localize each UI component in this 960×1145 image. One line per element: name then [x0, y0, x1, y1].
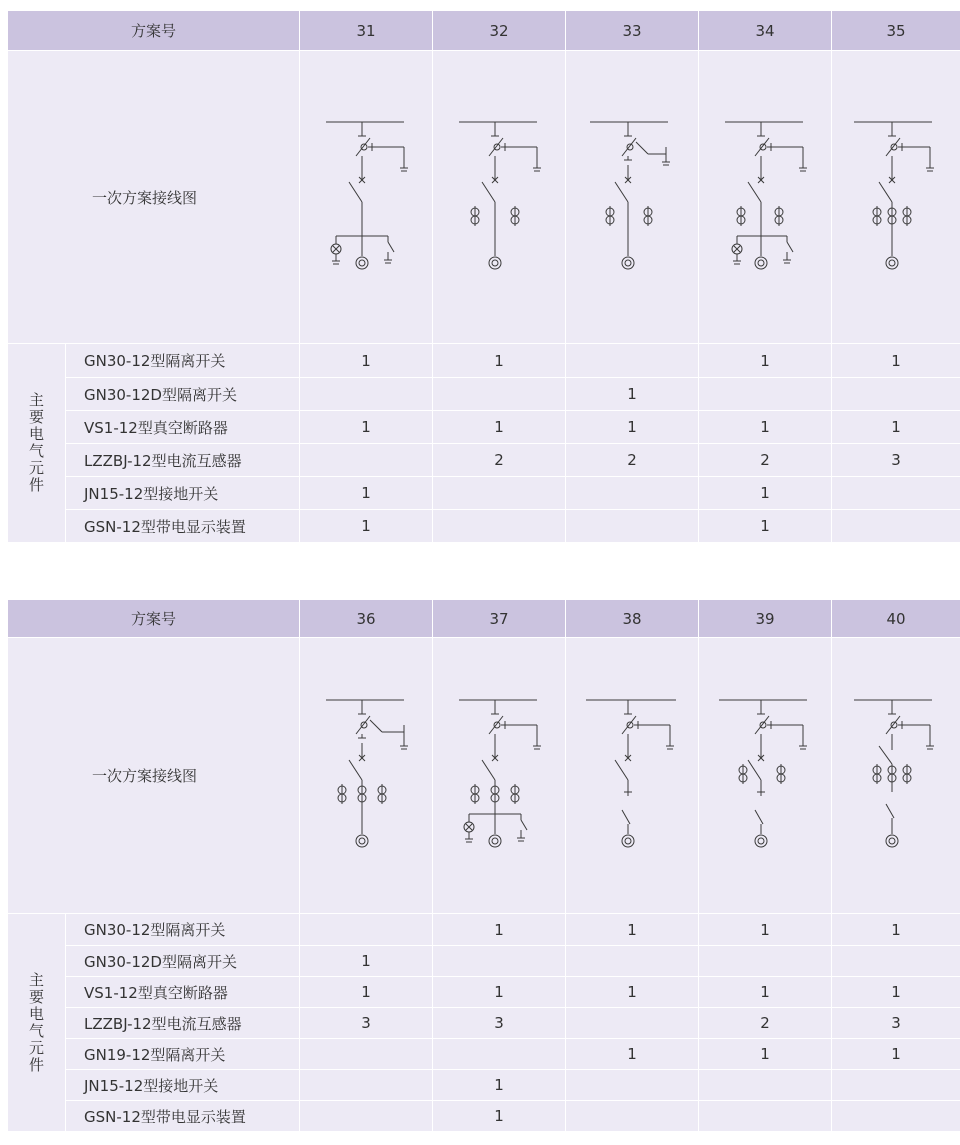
- scheme-column-header: 34: [699, 11, 832, 51]
- quantity-cell: 1: [699, 344, 832, 378]
- wiring-diagram-37: [449, 688, 549, 863]
- group-label-char: 要: [28, 987, 44, 1006]
- group-label-char: 主: [28, 391, 44, 409]
- quantity-cell: [433, 477, 566, 510]
- wiring-diagram-32: [449, 110, 549, 285]
- group-label: [8, 344, 66, 543]
- quantity-cell: 1: [699, 510, 832, 543]
- quantity-cell: 1: [566, 914, 699, 946]
- quantity-cell: 1: [699, 977, 832, 1008]
- quantity-cell: [566, 1101, 699, 1132]
- component-name: GN30-12型隔离开关: [66, 914, 300, 946]
- diagram-cell-35: [832, 51, 960, 344]
- component-name: VS1-12型真空断路器: [66, 411, 300, 444]
- quantity-cell: 1: [566, 411, 699, 444]
- quantity-cell: [832, 1070, 960, 1101]
- wiring-diagram-39: [715, 688, 815, 863]
- quantity-cell: 1: [433, 1101, 566, 1132]
- quantity-cell: 1: [699, 411, 832, 444]
- diagram-cell-33: [566, 51, 699, 344]
- quantity-cell: 1: [832, 914, 960, 946]
- quantity-cell: 1: [433, 914, 566, 946]
- quantity-cell: 1: [566, 1039, 699, 1070]
- diagram-row-label: 一次方案接线图: [8, 638, 300, 914]
- header-row: [8, 600, 960, 638]
- diagram-cell-36: [300, 638, 433, 914]
- quantity-cell: 1: [566, 378, 699, 411]
- quantity-cell: [832, 946, 960, 977]
- table-row: [8, 344, 960, 378]
- quantity-cell: 3: [433, 1008, 566, 1039]
- table-row: [8, 1039, 960, 1070]
- table-row: [8, 1008, 960, 1039]
- quantity-cell: [300, 914, 433, 946]
- wiring-diagram-35: [846, 110, 946, 285]
- scheme-column-header: 33: [566, 11, 699, 51]
- component-name: LZZBJ-12型电流互感器: [66, 444, 300, 477]
- quantity-cell: [300, 1039, 433, 1070]
- scheme-number-header: 方案号: [8, 11, 300, 51]
- group-label-char: 元: [28, 459, 44, 477]
- wiring-diagram-40: [846, 688, 946, 863]
- quantity-cell: [832, 477, 960, 510]
- wiring-diagram-31: [316, 110, 416, 285]
- diagram-row: [8, 51, 960, 344]
- scheme-column-header: 36: [300, 600, 433, 638]
- table-row: [8, 510, 960, 543]
- scheme-column-header: 32: [433, 11, 566, 51]
- quantity-cell: 1: [300, 344, 433, 378]
- quantity-cell: 1: [300, 946, 433, 977]
- quantity-cell: 3: [832, 444, 960, 477]
- table-row: [8, 1101, 960, 1132]
- quantity-cell: 3: [832, 1008, 960, 1039]
- quantity-cell: [300, 444, 433, 477]
- quantity-cell: 2: [566, 444, 699, 477]
- diagram-cell-32: [433, 51, 566, 344]
- table-row: [8, 477, 960, 510]
- quantity-cell: [300, 1101, 433, 1132]
- diagram-cell-38: [566, 638, 699, 914]
- scheme-number-header: 方案号: [8, 600, 300, 638]
- quantity-cell: [699, 1101, 832, 1132]
- quantity-cell: 1: [832, 977, 960, 1008]
- scheme-column-header: 40: [832, 600, 960, 638]
- quantity-cell: 1: [300, 477, 433, 510]
- table-row: [8, 914, 960, 946]
- wiring-diagram-38: [582, 688, 682, 863]
- component-name: JN15-12型接地开关: [66, 1070, 300, 1101]
- table-row: [8, 1070, 960, 1101]
- quantity-cell: 1: [699, 914, 832, 946]
- quantity-cell: [566, 477, 699, 510]
- quantity-cell: 1: [699, 1039, 832, 1070]
- quantity-cell: 2: [433, 444, 566, 477]
- quantity-cell: 3: [300, 1008, 433, 1039]
- scheme-column-header: 37: [433, 600, 566, 638]
- quantity-cell: 1: [433, 1070, 566, 1101]
- scheme-column-header: 39: [699, 600, 832, 638]
- table-row: [8, 444, 960, 477]
- quantity-cell: 1: [832, 411, 960, 444]
- quantity-cell: 1: [300, 411, 433, 444]
- wiring-diagram-34: [715, 110, 815, 285]
- component-name: GSN-12型带电显示装置: [66, 510, 300, 543]
- quantity-cell: [300, 1070, 433, 1101]
- quantity-cell: 1: [300, 510, 433, 543]
- quantity-cell: [832, 1101, 960, 1132]
- wiring-diagram-36: [316, 688, 416, 863]
- component-name: GN30-12D型隔离开关: [66, 946, 300, 977]
- table-row: [8, 378, 960, 411]
- quantity-cell: [566, 1070, 699, 1101]
- header-row: [8, 11, 960, 51]
- table-row: [8, 946, 960, 977]
- component-name: GN30-12型隔离开关: [66, 344, 300, 378]
- quantity-cell: 1: [832, 1039, 960, 1070]
- quantity-cell: 1: [433, 977, 566, 1008]
- diagram-cell-40: [832, 638, 960, 914]
- group-label-char: 主: [28, 970, 44, 989]
- component-name: LZZBJ-12型电流互感器: [66, 1008, 300, 1039]
- quantity-cell: [300, 378, 433, 411]
- component-name: JN15-12型接地开关: [66, 477, 300, 510]
- diagram-cell-39: [699, 638, 832, 914]
- group-label-char: 电: [28, 1004, 44, 1023]
- diagram-row: [8, 638, 960, 914]
- quantity-cell: [566, 946, 699, 977]
- scheme-column-header: 38: [566, 600, 699, 638]
- scheme-column-header: 31: [300, 11, 433, 51]
- component-name: GN30-12D型隔离开关: [66, 378, 300, 411]
- group-label-char: 气: [28, 1021, 44, 1040]
- scheme-column-header: 35: [832, 11, 960, 51]
- quantity-cell: 1: [433, 344, 566, 378]
- table-row: [8, 411, 960, 444]
- diagram-row-label: 一次方案接线图: [8, 51, 300, 344]
- table-row: [8, 977, 960, 1008]
- wiring-diagram-33: [582, 110, 682, 285]
- quantity-cell: 2: [699, 1008, 832, 1039]
- quantity-cell: [699, 946, 832, 977]
- quantity-cell: 1: [300, 977, 433, 1008]
- quantity-cell: [699, 378, 832, 411]
- diagram-cell-34: [699, 51, 832, 344]
- component-name: GSN-12型带电显示装置: [66, 1101, 300, 1132]
- group-label-char: 要: [28, 408, 44, 426]
- quantity-cell: [433, 946, 566, 977]
- quantity-cell: 1: [566, 977, 699, 1008]
- group-label-char: 电: [28, 425, 44, 443]
- quantity-cell: [433, 1039, 566, 1070]
- quantity-cell: 1: [699, 477, 832, 510]
- quantity-cell: [566, 1008, 699, 1039]
- quantity-cell: [699, 1070, 832, 1101]
- group-label-char: 件: [28, 476, 44, 494]
- quantity-cell: [433, 510, 566, 543]
- component-name: GN19-12型隔离开关: [66, 1039, 300, 1070]
- scheme-table-1: [7, 10, 960, 543]
- group-label: [8, 914, 66, 1132]
- quantity-cell: [566, 344, 699, 378]
- scheme-table-2: [7, 599, 960, 1132]
- quantity-cell: [832, 378, 960, 411]
- diagram-cell-31: [300, 51, 433, 344]
- quantity-cell: 1: [832, 344, 960, 378]
- component-name: VS1-12型真空断路器: [66, 977, 300, 1008]
- diagram-cell-37: [433, 638, 566, 914]
- quantity-cell: 1: [433, 411, 566, 444]
- group-label-char: 气: [28, 442, 44, 460]
- quantity-cell: [832, 510, 960, 543]
- quantity-cell: 2: [699, 444, 832, 477]
- quantity-cell: [566, 510, 699, 543]
- quantity-cell: [433, 378, 566, 411]
- group-label-char: 件: [28, 1055, 44, 1074]
- group-label-char: 元: [28, 1038, 44, 1057]
